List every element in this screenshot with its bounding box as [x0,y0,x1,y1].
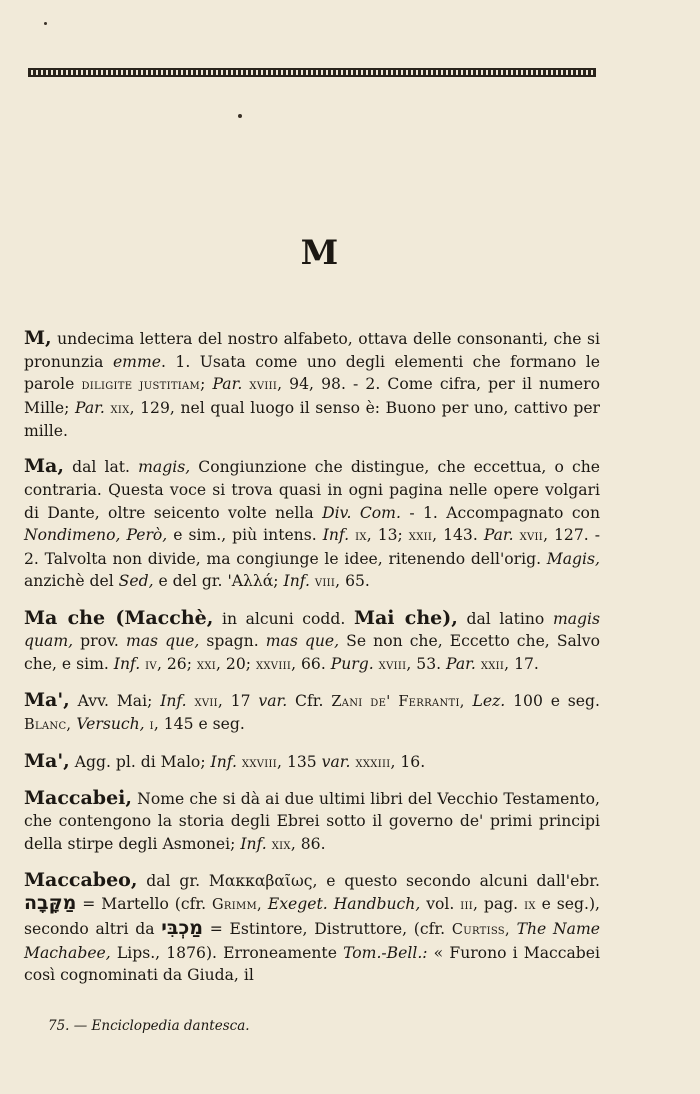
entry-text: Inf. [210,752,237,771]
entry-text: xviii [249,377,278,394]
entries [24,327,600,999]
entry-text: Sed, [118,572,154,591]
entry-text: Lips., 1876). Erroneamente [110,943,344,962]
entry-text: xxi [196,656,216,673]
entry-text: Versuch, [76,715,145,734]
entry-text: , 86. [290,834,326,853]
entry-text: , 16. [390,752,426,771]
entry-text: Se non che, Eccetto che, Salvo che, e sim. [24,632,600,673]
headword: Mai che), [353,606,458,629]
entry-text: vol. [420,895,461,914]
headword: M, [24,327,52,349]
entry-text: Lez. [472,691,506,710]
section-title: M [300,233,340,273]
entry-text: Div. Com. [322,503,401,522]
entry-text: , 135 [277,752,322,771]
headword: Ma che (Macchè, [24,606,214,629]
entry-text: Par. [483,526,514,545]
page-footer: 75. — Enciclopedia dantesca. [48,1018,250,1034]
entry-text: spagn. [199,632,266,651]
entry-text: , 127. - 2. Talvolta non divide, ma congiunge le idee, ritenendo dell'orig. [24,526,600,568]
entry-text: , 143. [432,526,484,545]
entry-text: xxii [480,656,505,673]
entry-text: , 17 [217,691,259,710]
entry-text: 100 e seg. [505,691,600,710]
entry-text: ix [355,528,367,545]
entry-maccabei [24,787,600,857]
entry-text: , 94, 98. - 2. Come cifra, per il numero Mille; [24,375,601,417]
entry-ma-avv [24,689,600,737]
entry-text: xix [110,400,130,417]
entry-text: magis quam, [24,609,600,651]
entry-text: e seg.), secondo altri da [24,895,601,939]
entry-text: xvii [194,693,218,710]
entry-ma-che [24,607,600,677]
entry-text: Cfr. [287,691,332,710]
entry-maccabeo [24,869,600,987]
entry-text: var. [258,691,288,710]
entry-text: Inf. [322,526,350,545]
entry-text: Par. [75,398,105,417]
entry-text: Purg. [330,654,374,673]
entry-text: , 53. [406,654,447,673]
entry-text: Nome che si dà ai due ultimi libri del Vecchio Testamento, che contengono la storia degli Ebrei sotto il governo de' primi principi della stirpe degli Asmonei; [24,789,600,853]
entry-text: Tom.-Bell.: [343,943,428,962]
entry-text: , 65. [335,572,370,591]
speck [238,114,242,118]
entry-text: - 1. Accompagnato con [400,503,600,522]
ornamental-rule [28,68,596,77]
entry-text: xxxiii [355,754,391,771]
entry-text: xviii [378,656,407,673]
entry-text: undecima lettera del nostro alfabeto, ottava delle consonanti, che si pronunzia [24,330,600,371]
entry-text: in alcuni codd. [213,609,354,628]
entry-text: , pag. [473,895,525,914]
entry-text: , 129, nel qual luogo il senso è: Buono per uno, cattivo per mille. [24,398,600,441]
hebrew-text: מַכְבִּי [161,917,203,940]
entry-text: ix [524,897,536,914]
entry-text: var. [321,752,351,771]
entry-text: = Martello (cfr. [76,895,212,914]
entry-text: magis, [138,458,191,477]
entry-text: Inf. [240,834,267,853]
entry-text: , 145 e seg. [153,715,245,734]
entry-text: anzichè del [24,572,119,591]
speck [44,22,47,25]
entry-text: Congiunzione che distingue, che eccettua, o che contraria. Questa voce si trova quasi in ogni pagina nelle opere volgari di Dante, oltre seicento volte nella [24,458,600,522]
entry-text: dal latino [457,609,553,628]
entry-text: , 66. [291,654,331,673]
entry-text: « Furono i Maccabei così cognominati da Giuda, il [24,943,600,985]
entry-text: xxviii [241,754,278,771]
entry-text: The Name Machabee, [24,920,600,962]
entry-text: Blanc, [24,717,72,734]
entry-text: i [149,717,154,734]
entry-text: e sim., più intens. [167,526,323,545]
entry-text: Agg. pl. di Malo; [69,752,211,771]
entry-text: Grimm, [211,897,262,914]
entry-text: e del gr. 'Αλλά; [153,572,284,591]
entry-text: Inf. [113,654,141,673]
entry-text: dal lat. [63,458,139,477]
entry-text: . 1. Usata come uno degli elementi che formano le parole [24,352,600,394]
entry-text: iii [460,897,474,914]
entry-text: , 26; [156,654,197,673]
entry-text: Inf. [283,572,310,591]
entry-text: Par. [212,375,243,394]
entry-text: emme [112,352,161,371]
entry-text: ; [200,375,213,394]
entry-text: Nondimeno, Però, [24,526,168,545]
headword: Maccabei, [24,786,132,809]
entry-text: mas que, [125,632,200,651]
entry-text: mas que, [265,632,340,651]
entry-ma [24,455,600,594]
entry-ma-agg [24,750,600,775]
entry-text: xix [271,836,291,853]
entry-text: = Estintore, Distruttore, (cfr. [202,920,452,939]
headword: Ma', [24,749,70,772]
entry-text: xvii [519,528,544,545]
entry-text: Exeget. Handbuch, [267,895,421,914]
headword: Ma, [24,455,64,478]
entry-text: xxviii [255,656,292,673]
hebrew-text: מַקָּבָה [24,892,77,915]
headword: Ma', [24,688,70,711]
entry-text: dal gr. Μακκαβαῖως, e questo secondo alcuni dall'ebr. [137,871,600,890]
entry-text: xxii [408,528,433,545]
entry-text: diligite justitiam [81,377,201,394]
entry-text: , 17. [504,654,539,673]
entry-text: , 13; [366,526,409,545]
entry-text: prov. [73,632,126,651]
entry-text: iv [145,656,157,673]
entry-text: Curtiss, [451,922,510,939]
entry-text: Zani de' Ferranti, [331,693,465,710]
entry-text: Inf. [160,691,187,710]
entry-text: Par. [446,654,476,673]
entry-text: Avv. Mai; [69,691,161,710]
entry-text: viii [314,574,336,591]
headword: Maccabeo, [24,868,138,891]
entry-text [465,692,473,710]
entry-text [510,920,517,938]
entry-m [24,327,600,443]
entry-text: , 20; [216,654,256,673]
entry-text: Magis, [546,549,600,568]
